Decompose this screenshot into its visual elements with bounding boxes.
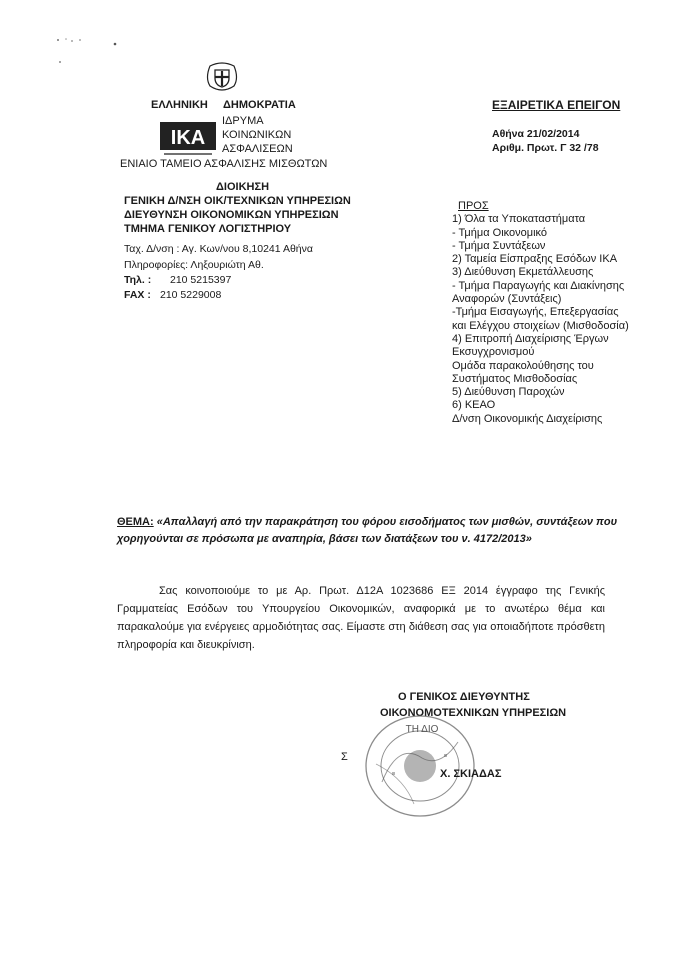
fax-value: 210 5229008: [160, 289, 222, 301]
header-republic: ΔΗΜΟΚΡΑΤΙΑ: [223, 99, 296, 111]
recipient-line: Ομάδα παρακολούθησης του: [452, 359, 594, 372]
recipients-title: ΠΡΟΣ: [458, 200, 489, 212]
subject-text: «Απαλλαγή από την παρακράτηση του φόρου εισοδήματος των μισθών, συντάξεων που χορηγούνται σε πρόσωπα με αναπηρία, βάσει των διατάξεων του ν. 4172/2013»: [117, 516, 618, 545]
sender-address: Ταχ. Δ/νση : Αγ. Κων/νου 8,10241 Αθήνα: [124, 243, 313, 255]
protocol-line: Αριθμ. Πρωτ. Γ 32 /78: [492, 142, 599, 154]
body-paragraph: Σας κοινοποιούμε το με Αρ. Πρωτ. Δ12Α 1023686 ΕΞ 2014 έγγραφο της Γενικής Γραμματείας Εσόδων του Υπουργείου Οικονομικών, αναφορικά με το ανωτέρω θέμα και παρακαλούμε για ενέργειες αρμοδιότητας σας. Είμαστε στη διάθεση σας για οποιαδήποτε πρόσθετη πληροφορία και διευκρίνιση.: [117, 585, 605, 651]
fund-name: ΕΝΙΑΙΟ ΤΑΜΕΙΟ ΑΣΦΑΛΙΣΗΣ ΜΙΣΘΩΤΩΝ: [120, 158, 328, 170]
recipient-line: 2) Ταμεία Είσπραξης Εσόδων ΙΚΑ: [452, 253, 618, 266]
institute-line: ΑΣΦΑΛΙΣΕΩΝ: [222, 143, 293, 155]
signatory-name: Χ. ΣΚΙΑΔΑΣ: [440, 768, 502, 780]
svg-text:ΙΚΑ: ΙΚΑ: [170, 127, 206, 149]
signature-title: ΟΙΚΟΝΟΜΟΤΕΧΝΙΚΩΝ ΥΠΗΡΕΣΙΩΝ: [380, 707, 567, 719]
recipient-line: - Τμήμα Οικονομικό: [452, 226, 548, 239]
recipient-line: 3) Διεύθυνση Εκμετάλλευσης: [452, 266, 594, 279]
subject-paragraph: [117, 514, 637, 548]
official-stamp-seal: [362, 712, 478, 820]
scan-artifact-marks: [40, 30, 130, 80]
institute-line: ΙΔΡΥΜΑ: [222, 115, 264, 127]
recipient-line: Δ/νση Οικονομικής Διαχείρισης: [452, 412, 603, 425]
recipient-line: - Τμήμα Συντάξεων: [452, 239, 546, 252]
recipient-line: Εκσυγχρονισμού: [452, 346, 535, 359]
tel-value: 210 5215397: [170, 274, 232, 286]
signature-sigma: Σ: [341, 751, 348, 763]
recipients-list: [452, 200, 672, 426]
recipient-line: 1) Όλα τα Υποκαταστήματα: [452, 213, 586, 226]
institute-line: ΚΟΙΝΩΝΙΚΩΝ: [222, 129, 292, 141]
coat-of-arms-emblem: [204, 62, 240, 92]
date-line: Αθήνα 21/02/2014: [492, 128, 580, 140]
urgency-label: ΕΞΑΙΡΕΤΙΚΑ ΕΠΕΙΓΟΝ: [492, 98, 621, 112]
recipient-line: - Τμήμα Παραγωγής και Διακίνησης: [452, 279, 625, 292]
seal-text: ΤΗ ΔΙΟ: [405, 724, 439, 735]
sender-info: Πληροφορίες: Ληξουριώτη Αθ.: [124, 259, 264, 271]
sender-line: ΔΙΟΙΚΗΣΗ: [216, 181, 270, 193]
recipient-line: Αναφορών (Συντάξεις): [452, 293, 562, 306]
recipient-line: 4) Επιτροπή Διαχείρισης Έργων: [452, 332, 609, 345]
ika-logo: [160, 118, 216, 158]
sender-line: ΓΕΝΙΚΗ Δ/ΝΣΗ ΟΙΚ/ΤΕΧΝΙΚΩΝ ΥΠΗΡΕΣΙΩΝ: [124, 195, 351, 207]
recipient-line: 6) ΚΕΑΟ: [452, 399, 496, 412]
recipient-line: Συστήματος Μισθοδοσίας: [452, 372, 578, 385]
sender-line: ΤΜΗΜΑ ΓΕΝΙΚΟΥ ΛΟΓΙΣΤΗΡΙΟΥ: [124, 223, 292, 235]
fax-label: FAX :: [124, 289, 151, 301]
header-country: ΕΛΛΗΝΙΚΗ: [151, 99, 208, 111]
recipient-line: 5) Διεύθυνση Παροχών: [452, 386, 565, 399]
recipient-line: -Τμήμα Εισαγωγής, Επεξεργασίας: [452, 306, 619, 319]
sender-line: ΔΙΕΥΘΥΝΣΗ ΟΙΚΟΝΟΜΙΚΩΝ ΥΠΗΡΕΣΙΩΝ: [124, 209, 339, 221]
subject-label: ΘΕΜΑ:: [117, 516, 154, 528]
recipient-line: και Ελέγχου στοιχείων (Μισθοδοσία): [452, 319, 629, 332]
tel-label: Τηλ. :: [124, 274, 152, 286]
signature-title: Ο ΓΕΝΙΚΟΣ ΔΙΕΥΘΥΝΤΗΣ: [398, 691, 530, 703]
